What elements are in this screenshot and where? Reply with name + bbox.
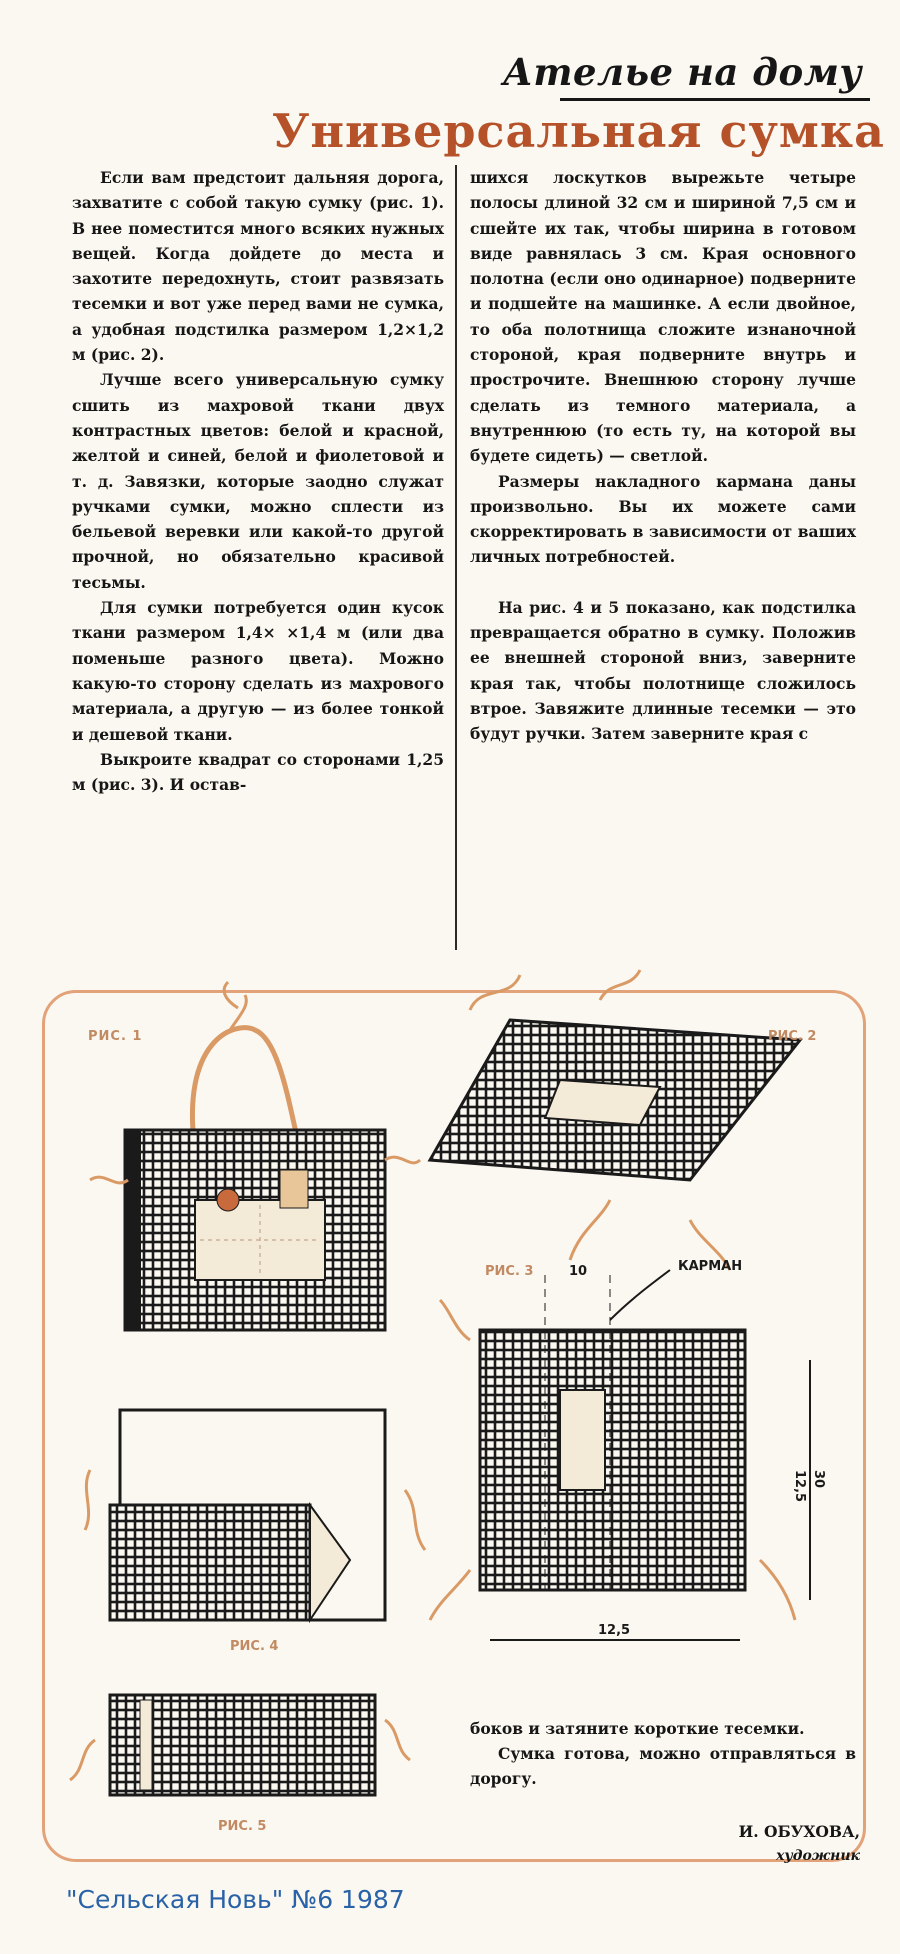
author-name: И. ОБУХОВА, <box>738 1822 860 1841</box>
paragraph: Лучше всего универсальную сумку сшить из махровой ткани двух контрастных цветов: белой и красной, желтой и синей, белой и фиолетовой и т. д. Завязки, которые заодно служат ручками сумки, можно сплести из бельевой веревки или какой-то другой прочной, но обязательно красивой тесьмы. <box>72 370 444 592</box>
dimension-10-label: 10 <box>569 1264 588 1279</box>
side-tie <box>385 1157 420 1163</box>
apple <box>217 1189 239 1211</box>
figure-3-pattern <box>430 1270 810 1640</box>
author-signature <box>739 1820 860 1868</box>
figure-3-label: РИС. 3 <box>485 1264 534 1279</box>
side-tie <box>90 1177 128 1183</box>
bottle <box>280 1170 308 1208</box>
figure-4-label: РИС. 4 <box>230 1639 279 1654</box>
paragraph: боков и затяните короткие тесемки. <box>470 1719 805 1738</box>
paragraph: Сумка готова, можно отправляться в дорогу. <box>470 1744 856 1788</box>
pattern-pocket <box>560 1390 605 1490</box>
dimension-30-label: 30 <box>811 1470 826 1489</box>
figure-5-label: РИС. 5 <box>218 1819 267 1834</box>
dimension-vertical-label: 12,5 <box>792 1470 807 1503</box>
figure-5-rolled <box>70 1695 410 1795</box>
folded-grid-side <box>110 1505 310 1620</box>
article-title: Универсальная сумка <box>272 104 885 158</box>
closing-column <box>470 1716 856 1791</box>
rubric-title: Ателье на дому <box>502 50 862 94</box>
figure-4-folding <box>85 1410 425 1620</box>
rolled-edge <box>140 1700 152 1790</box>
dimension-horizontal-label: 12,5 <box>598 1623 631 1638</box>
paragraph: шихся лоскутков вырежьте четыре полосы длиной 32 см и шириной 7,5 см и сшейте их так, чтобы ширина в готовом виде равнялась 3 см. Края основного полотна (если оно одинарное) подверните и подшейте на машинке. А если двойное, то оба полотнища сложите изнаночной стороной, края подверните внутрь и прострочите. Внешнюю сторону лучше сделать из темного материала, а внутреннюю (то есть ту, на которой вы будете сидеть) — светлой. <box>470 168 856 466</box>
pattern-grid <box>480 1330 745 1590</box>
handle-knot <box>224 982 246 1030</box>
source-caption: "Сельская Новь" №6 1987 <box>66 1885 405 1914</box>
rug-pocket <box>545 1080 660 1125</box>
figure-2-label: РИС. 2 <box>768 1029 817 1044</box>
paragraph: Для сумки потребуется один кусок ткани размером 1,4× ×1,4 м (или два поменьше разного цвета). Можно какую-то сторону сделать из махрового материала, а другую — из более тонкой и дешевой ткани. <box>72 598 444 744</box>
author-role: художник <box>776 1848 860 1864</box>
paragraph: На рис. 4 и 5 показано, как подстилка превращается обратно в сумку. Положив ее внешней стороной вниз, заверните края так, чтобы полотнище сложилось втрое. Завяжите длинные тесемки — это будут ручки. Затем заверните края с <box>470 597 856 744</box>
figure-1-label: РИС. 1 <box>88 1029 143 1044</box>
paragraph: Размеры накладного кармана даны произвольно. Вы их можете сами скорректировать в зависимости от ваших личных потребностей. <box>470 471 856 567</box>
bag-side <box>125 1130 141 1330</box>
pocket-pointer <box>610 1270 670 1320</box>
figure-2-rug <box>430 970 800 1270</box>
paragraph: Если вам предстоит дальняя дорога, захватите с собой такую сумку (рис. 1). В нее поместится много всяких нужных вещей. Когда дойдете до места и захотите передохнуть, стоит развязать тесемки и вот уже перед вами не сумка, а удобная подстилка размером 1,2×1,2 м (рис. 2). <box>72 168 444 365</box>
paragraph: Выкроите квадрат со сторонами 1,25 м (рис. 3). И остав- <box>72 749 444 795</box>
pocket-label: КАРМАН <box>678 1259 743 1274</box>
